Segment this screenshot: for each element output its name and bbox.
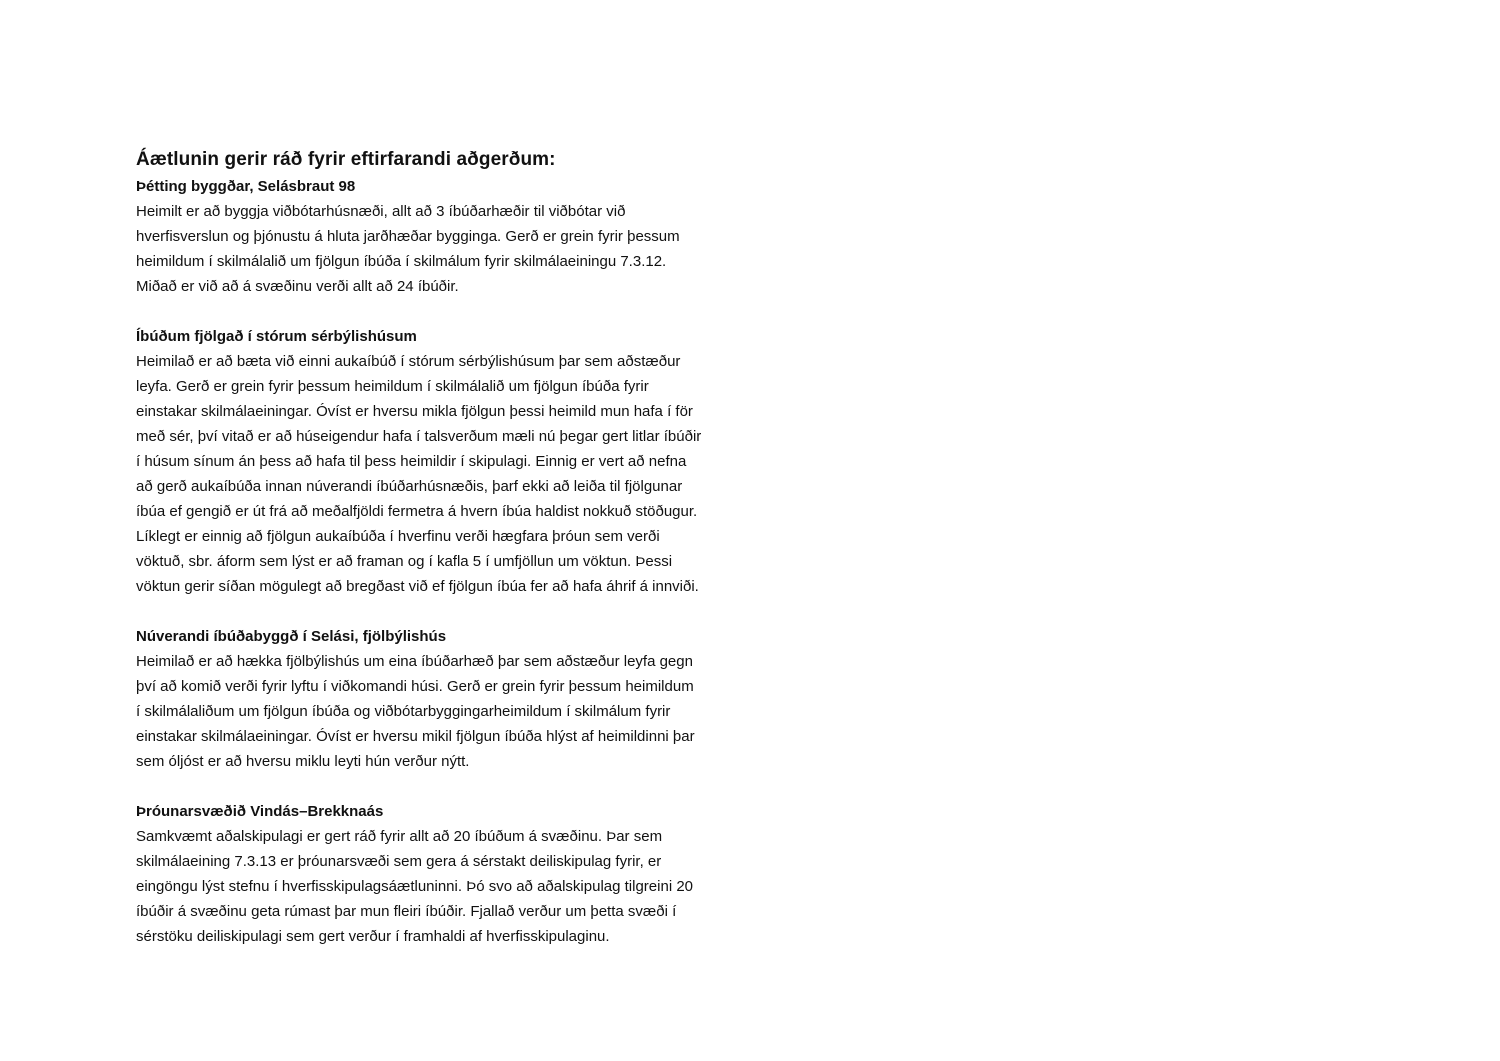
section-title: Þétting byggðar, Selásbraut 98 (136, 178, 356, 195)
paragraph-line: vöktuð, sbr. áform sem lýst er að framan og í kafla 5 í umfjöllun um vöktun. Þessi (136, 553, 673, 570)
paragraph-line: að gerð aukaíbúða innan núverandi íbúðarhúsnæðis, þarf ekki að leiða til fjölgunar (136, 478, 683, 495)
paragraph-line: Miðað er við að á svæðinu verði allt að 24 íbúðir. (136, 278, 459, 295)
paragraph-line: íbúa ef gengið er út frá að meðalfjöldi fermetra á hvern íbúa haldist nokkuð stöðugur. (136, 503, 698, 520)
paragraph-line: vöktun gerir síðan mögulegt að bregðast við ef fjölgun íbúa fer að hafa áhrif á innviði. (136, 578, 699, 595)
paragraph-line: eingöngu lýst stefnu í hverfisskipulagsáætluninni. Þó svo að aðalskipulag tilgreini 20 (136, 878, 693, 895)
paragraph-line: í skilmálaliðum um fjölgun íbúða og viðbótarbyggingarheimildum í skilmálum fyrir (136, 703, 671, 720)
section-title: Þróunarsvæðið Vindás–Brekknaás (136, 803, 384, 820)
paragraph-line: Heimilt er að byggja viðbótarhúsnæði, allt að 3 íbúðarhæðir til viðbótar við (136, 203, 626, 220)
section-serbylishus (136, 324, 776, 599)
paragraph-line: sem óljóst er að hversu miklu leyti hún verður nýtt. (136, 753, 470, 770)
paragraph-line: einstakar skilmálaeiningar. Óvíst er hversu mikla fjölgun þessi heimild mun hafa í för (136, 403, 693, 420)
paragraph-line: Líklegt er einnig að fjölgun aukaíbúða í hverfinu verði hægfara þróun sem verði (136, 528, 660, 545)
page-heading: Áætlunin gerir ráð fyrir eftirfarandi aðgerðum: (136, 149, 556, 170)
section-vindas-brekknaas (136, 799, 776, 949)
paragraph-line: því að komið verði fyrir lyftu í viðkomandi húsi. Gerð er grein fyrir þessum heimildum (136, 678, 694, 695)
paragraph-line: sérstöku deiliskipulagi sem gert verður í framhaldi af hverfisskipulaginu. (136, 928, 610, 945)
paragraph-line: hverfisverslun og þjónustu á hluta jarðhæðar bygginga. Gerð er grein fyrir þessum (136, 228, 680, 245)
paragraph-line: með sér, því vitað er að húseigendur hafa í talsverðum mæli nú þegar gert litlar íbúðir (136, 428, 702, 445)
paragraph-line: Samkvæmt aðalskipulagi er gert ráð fyrir allt að 20 íbúðum á svæðinu. Þar sem (136, 828, 663, 845)
document-page (136, 146, 776, 974)
section-selasbraut (136, 174, 776, 299)
paragraph-line: einstakar skilmálaeiningar. Óvíst er hversu mikil fjölgun íbúða hlýst af heimildinni þar (136, 728, 695, 745)
paragraph-line: íbúðir á svæðinu geta rúmast þar mun fleiri íbúðir. Fjallað verður um þetta svæði í (136, 903, 677, 920)
section-fjolbylishus (136, 624, 776, 774)
paragraph-line: í húsum sínum án þess að hafa til þess heimildir í skipulagi. Einnig er vert að nefna (136, 453, 687, 470)
section-title: Núverandi íbúðabyggð í Selási, fjölbýlishús (136, 628, 447, 645)
paragraph-line: Heimilað er að bæta við einni aukaíbúð í stórum sérbýlishúsum þar sem aðstæður (136, 353, 681, 370)
paragraph-line: leyfa. Gerð er grein fyrir þessum heimildum í skilmálalið um fjölgun íbúða fyrir (136, 378, 649, 395)
section-title: Íbúðum fjölgað í stórum sérbýlishúsum (136, 328, 417, 345)
paragraph-line: skilmálaeining 7.3.13 er þróunarsvæði sem gera á sérstakt deiliskipulag fyrir, er (136, 853, 662, 870)
paragraph-line: heimildum í skilmálalið um fjölgun íbúða í skilmálum fyrir skilmálaeiningu 7.3.12. (136, 253, 667, 270)
paragraph-line: Heimilað er að hækka fjölbýlishús um eina íbúðarhæð þar sem aðstæður leyfa gegn (136, 653, 693, 670)
